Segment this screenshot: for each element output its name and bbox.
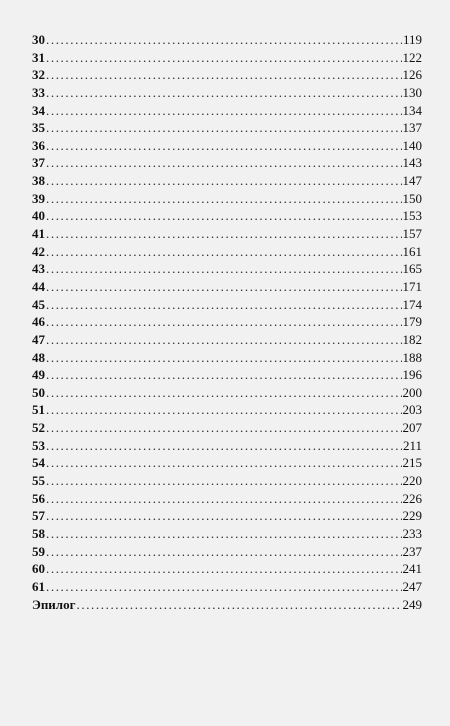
toc-entry bbox=[32, 172, 422, 190]
toc-entry bbox=[32, 66, 422, 84]
toc-entry bbox=[32, 154, 422, 172]
toc-dot-leader bbox=[46, 490, 402, 508]
toc-entry bbox=[32, 490, 422, 508]
toc-page-number: 161 bbox=[402, 243, 422, 259]
toc-entry bbox=[32, 102, 422, 120]
toc-page-number: 196 bbox=[402, 367, 422, 383]
toc-dot-leader bbox=[46, 507, 402, 525]
toc-page-number: 226 bbox=[402, 490, 422, 506]
toc-dot-leader bbox=[46, 296, 402, 314]
toc-dot-leader bbox=[46, 102, 402, 120]
toc-dot-leader bbox=[46, 472, 402, 490]
toc-chapter-label: 32 bbox=[32, 67, 45, 83]
toc-chapter-label: 61 bbox=[32, 578, 45, 594]
toc-entry bbox=[32, 419, 422, 437]
toc-page-number: 165 bbox=[402, 261, 422, 277]
toc-chapter-label: Эпилог bbox=[32, 596, 76, 612]
toc-page-number: 182 bbox=[402, 331, 422, 347]
toc-entry bbox=[32, 578, 422, 596]
toc-entry bbox=[32, 31, 422, 49]
toc-chapter-label: 37 bbox=[32, 155, 45, 171]
toc-page-number: 179 bbox=[402, 314, 422, 330]
toc-chapter-label: 36 bbox=[32, 137, 45, 153]
toc-page-number: 237 bbox=[402, 543, 422, 559]
toc-entry bbox=[32, 596, 422, 614]
toc-chapter-label: 55 bbox=[32, 473, 45, 489]
toc-dot-leader bbox=[46, 454, 402, 472]
toc-dot-leader bbox=[46, 137, 402, 155]
toc-chapter-label: 58 bbox=[32, 525, 45, 541]
toc-chapter-label: 54 bbox=[32, 455, 45, 471]
toc-entry bbox=[32, 49, 422, 67]
toc-chapter-label: 52 bbox=[32, 420, 45, 436]
toc-dot-leader bbox=[46, 437, 402, 455]
toc-entry bbox=[32, 119, 422, 137]
toc-chapter-label: 44 bbox=[32, 278, 45, 294]
toc-chapter-label: 51 bbox=[32, 402, 45, 418]
toc-entry bbox=[32, 225, 422, 243]
toc-chapter-label: 38 bbox=[32, 173, 45, 189]
toc-page-number: 249 bbox=[402, 596, 422, 612]
toc-entry bbox=[32, 296, 422, 314]
toc-entry bbox=[32, 366, 422, 384]
toc-entry bbox=[32, 84, 422, 102]
toc-dot-leader bbox=[46, 366, 402, 384]
toc-page-number: 247 bbox=[402, 578, 422, 594]
toc-chapter-label: 42 bbox=[32, 243, 45, 259]
toc-page-number: 211 bbox=[402, 437, 422, 453]
toc-page-number: 171 bbox=[402, 278, 422, 294]
toc-entry bbox=[32, 278, 422, 296]
toc-dot-leader bbox=[46, 560, 402, 578]
toc-dot-leader bbox=[46, 331, 402, 349]
toc-page-number: 229 bbox=[402, 508, 422, 524]
toc-page-number: 207 bbox=[402, 420, 422, 436]
toc-chapter-label: 60 bbox=[32, 561, 45, 577]
toc-page-number: 174 bbox=[402, 296, 422, 312]
toc-page-number: 203 bbox=[402, 402, 422, 418]
toc-dot-leader bbox=[46, 207, 402, 225]
toc-page-number: 150 bbox=[402, 190, 422, 206]
toc-entry bbox=[32, 137, 422, 155]
toc-page-number: 126 bbox=[402, 67, 422, 83]
toc-chapter-label: 49 bbox=[32, 367, 45, 383]
toc-dot-leader bbox=[46, 243, 402, 261]
toc-dot-leader bbox=[46, 384, 402, 402]
toc-dot-leader bbox=[46, 66, 402, 84]
toc-dot-leader bbox=[46, 419, 402, 437]
toc-dot-leader bbox=[46, 225, 402, 243]
toc-page-number: 134 bbox=[402, 102, 422, 118]
toc-entry bbox=[32, 454, 422, 472]
toc-dot-leader bbox=[46, 313, 402, 331]
toc-chapter-label: 46 bbox=[32, 314, 45, 330]
toc-dot-leader bbox=[46, 31, 402, 49]
toc-chapter-label: 56 bbox=[32, 490, 45, 506]
toc-entry bbox=[32, 507, 422, 525]
table-of-contents bbox=[32, 31, 422, 613]
toc-dot-leader bbox=[46, 278, 402, 296]
toc-entry bbox=[32, 190, 422, 208]
toc-dot-leader bbox=[46, 349, 402, 367]
toc-dot-leader bbox=[46, 84, 402, 102]
toc-dot-leader bbox=[46, 49, 402, 67]
toc-entry bbox=[32, 331, 422, 349]
toc-page-number: 157 bbox=[402, 226, 422, 242]
toc-dot-leader bbox=[46, 172, 402, 190]
toc-entry bbox=[32, 313, 422, 331]
toc-dot-leader bbox=[46, 190, 402, 208]
toc-page-number: 122 bbox=[402, 49, 422, 65]
toc-chapter-label: 47 bbox=[32, 331, 45, 347]
toc-page-number: 143 bbox=[402, 155, 422, 171]
toc-page-number: 153 bbox=[402, 208, 422, 224]
toc-chapter-label: 48 bbox=[32, 349, 45, 365]
toc-entry bbox=[32, 384, 422, 402]
toc-chapter-label: 53 bbox=[32, 437, 45, 453]
toc-dot-leader bbox=[46, 543, 402, 561]
toc-entry bbox=[32, 207, 422, 225]
toc-entry bbox=[32, 472, 422, 490]
toc-entry bbox=[32, 349, 422, 367]
toc-entry bbox=[32, 243, 422, 261]
toc-chapter-label: 43 bbox=[32, 261, 45, 277]
toc-chapter-label: 57 bbox=[32, 508, 45, 524]
toc-entry bbox=[32, 543, 422, 561]
toc-dot-leader bbox=[46, 401, 402, 419]
toc-dot-leader bbox=[77, 596, 402, 614]
toc-page-number: 188 bbox=[402, 349, 422, 365]
toc-dot-leader bbox=[46, 578, 402, 596]
toc-entry bbox=[32, 260, 422, 278]
toc-chapter-label: 30 bbox=[32, 32, 45, 47]
toc-entry bbox=[32, 525, 422, 543]
toc-page-number: 137 bbox=[402, 120, 422, 136]
toc-chapter-label: 39 bbox=[32, 190, 45, 206]
toc-chapter-label: 45 bbox=[32, 296, 45, 312]
toc-page-number: 200 bbox=[402, 384, 422, 400]
toc-entry bbox=[32, 560, 422, 578]
toc-chapter-label: 35 bbox=[32, 120, 45, 136]
toc-page-number: 215 bbox=[402, 455, 422, 471]
toc-page-number: 147 bbox=[402, 173, 422, 189]
toc-chapter-label: 40 bbox=[32, 208, 45, 224]
toc-dot-leader bbox=[46, 119, 402, 137]
toc-page-number: 233 bbox=[402, 525, 422, 541]
toc-chapter-label: 33 bbox=[32, 84, 45, 100]
toc-entry bbox=[32, 401, 422, 419]
toc-chapter-label: 31 bbox=[32, 49, 45, 65]
toc-chapter-label: 50 bbox=[32, 384, 45, 400]
toc-chapter-label: 41 bbox=[32, 226, 45, 242]
toc-chapter-label: 59 bbox=[32, 543, 45, 559]
toc-dot-leader bbox=[46, 525, 402, 543]
toc-entry bbox=[32, 437, 422, 455]
toc-page-number: 119 bbox=[402, 32, 422, 47]
toc-page-number: 130 bbox=[402, 84, 422, 100]
toc-dot-leader bbox=[46, 260, 402, 278]
toc-page-number: 220 bbox=[402, 473, 422, 489]
toc-dot-leader bbox=[46, 154, 402, 172]
toc-page-number: 140 bbox=[402, 137, 422, 153]
toc-chapter-label: 34 bbox=[32, 102, 45, 118]
toc-page-number: 241 bbox=[402, 561, 422, 577]
